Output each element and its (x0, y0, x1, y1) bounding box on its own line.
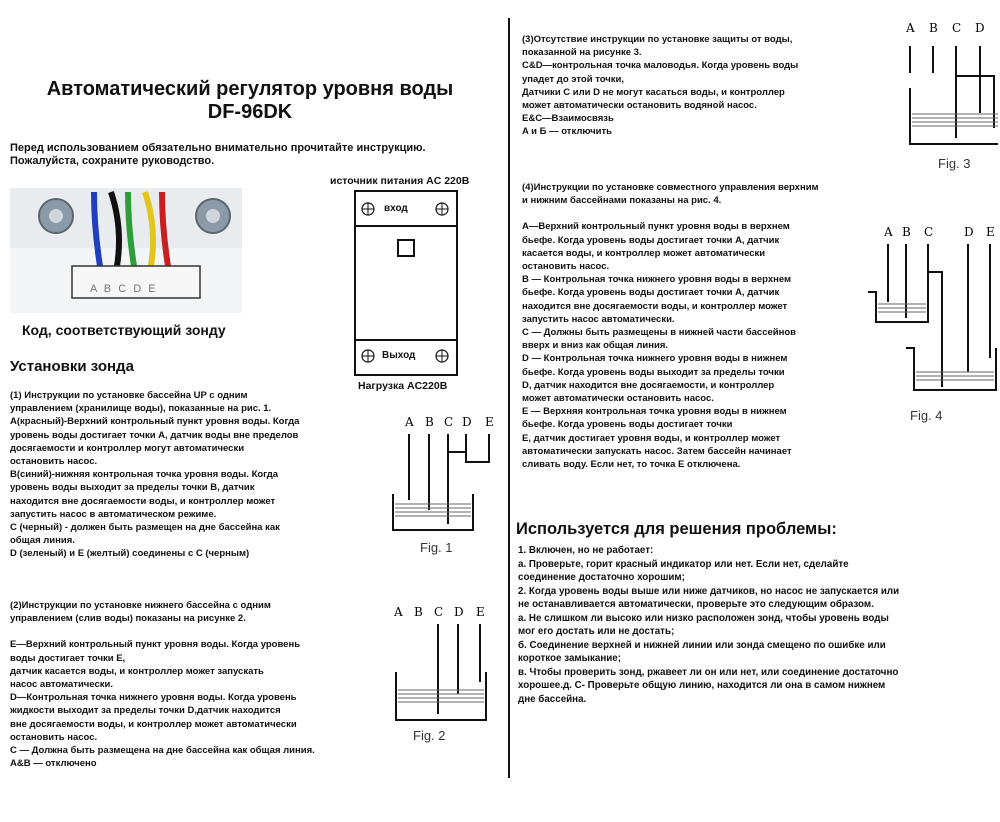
section-4-line: остановить насос. (522, 261, 610, 273)
troubleshooting-heading: Используется для решения проблемы: (516, 520, 837, 538)
section-1-line: B(синий)-нижняя контрольная точка уровня воды. Когда (10, 469, 279, 481)
section-4-line: бьефе. Когда уровень воды достигает точки A, датчик (522, 234, 780, 246)
section-3-line: показанной на рисунке 3. (522, 47, 642, 59)
column-divider (508, 18, 510, 778)
troubleshooting-line: в. Чтобы проверить зонд, ржавеет ли он или нет, или соединение достаточно (518, 666, 899, 678)
section-1-line: A(красный)-Верхний контрольный пункт уровня воды. Когда (10, 416, 300, 428)
section-1-text (10, 390, 390, 562)
section-4-line: (4)Инструкции по установке совместного управления верхним (522, 182, 819, 193)
section-2-line: E—Верхний контрольный пункт уровня воды. Когда уровень (10, 639, 301, 651)
section-4-line: и нижним бассейнами показаны на рис. 4. (522, 195, 722, 207)
troubleshooting-line: б. Соединение верхней и нижней линии или зонда смещено по ошибке или (518, 639, 886, 651)
input-label: вход (384, 203, 408, 214)
load-label: Нагрузка AC220В (358, 380, 448, 392)
section-2-line (10, 626, 395, 637)
section-4-line: A—Верхний контрольный пункт уровня воды в верхнем (522, 221, 790, 233)
section-2-line: жидкости выходит за пределы точки D,датчик находится (10, 705, 281, 717)
section-4-line: B — Контрольная точка нижнего уровня воды в верхнем (522, 274, 792, 286)
section-4-line: бьефе. Когда уровень воды достигает точки (522, 419, 733, 431)
fig2-letter-d: D (454, 605, 464, 619)
section-2-line: насос автоматически. (10, 679, 113, 691)
figure-2 (388, 602, 503, 747)
fig2-letter-c: C (434, 605, 444, 619)
terminal-letters (90, 283, 158, 295)
fig1-letter-c: C (444, 415, 454, 429)
section-4-line: автоматически запускать насос. Затем бассейн начинает (522, 445, 792, 457)
section-4-line: E — Верхняя контрольная точка уровня воды в нижнем (522, 406, 787, 418)
section-4-line (522, 208, 862, 219)
section-1-line: общая линия. (10, 535, 75, 547)
fig4-letter-a: A (884, 225, 893, 239)
fig2-letter-a: A (394, 605, 403, 619)
section-2-line: C — Должна быть размещена на дне бассейна как общая линия. (10, 745, 315, 757)
fig1-letter-e: E (485, 415, 494, 429)
title-line-2: DF-96DK (207, 101, 293, 123)
section-3-line: (3)Отсутствие инструкции по установке защиты от воды, (522, 34, 793, 45)
figure-4 (866, 222, 1000, 432)
fig1-letter-b: B (425, 415, 434, 429)
fig3-letter-a: A (906, 21, 915, 35)
section-4-text (522, 182, 862, 472)
section-1-line: C (черный) - должен быть размещен на дне бассейна как (10, 522, 280, 534)
terminal-letter-b: B (103, 283, 114, 295)
section-1-line: уровень воды достигает точки A, датчик воды вне пределов (10, 429, 299, 441)
section-3-line: C&D—контрольная точка маловодья. Когда уровень воды (522, 60, 799, 72)
figure-3-label: Fig. 3 (938, 156, 971, 171)
figure-2-label: Fig. 2 (413, 728, 446, 743)
device-caption: Код, соответствующий зонду (22, 322, 226, 338)
power-module-diagram (354, 190, 458, 376)
section-4-line: E, датчик достигает уровня воды, и контроллер может (522, 432, 781, 444)
fig2-letter-e: E (476, 605, 485, 619)
section-4-line: вверх и вниз как общая линия. (522, 340, 669, 352)
troubleshooting-line: 1. Включен, но не работает: (518, 545, 654, 556)
section-3-line: Датчики C или D не могут касаться воды, и контроллер (522, 86, 785, 98)
section-1-line: уровень воды выходит за пределы точки B, датчик (10, 482, 255, 494)
section-4-line: может автоматически остановить насос. (522, 393, 714, 405)
section-2-line: воды достигает точки E, (10, 652, 126, 664)
troubleshooting-line: a. Не слишком ли высоко или низко расположен зонд, чтобы уровень воды (518, 612, 889, 624)
figure-1-diagram (385, 412, 500, 537)
plus-circle-icon (362, 203, 374, 215)
section-4-line: бьефе. Когда уровень воды достигает точки A, датчик (522, 287, 780, 299)
fig2-letter-b: B (414, 605, 423, 619)
troubleshooting-line: короткое замыкание; (518, 653, 622, 664)
section-1-line: остановить насос. (10, 456, 98, 468)
fig4-letter-b: B (902, 225, 911, 239)
terminal-letter-c: C (118, 283, 129, 295)
section-1-line: управлением (хранилище воды), показанные на рис. 1. (10, 403, 272, 415)
terminal-letter-d: D (133, 283, 144, 295)
title-line-1: Автоматический регулятор уровня воды (46, 78, 454, 100)
troubleshooting-line: соединение достаточно хорошим; (518, 572, 685, 583)
plus-circle-icon (362, 350, 374, 362)
intro-line-1: Перед использованием обязательно внимательно прочитайте инструкцию. (10, 142, 426, 154)
section-4-line: запустить насос автоматически. (522, 313, 675, 325)
intro-text (10, 142, 500, 168)
section-4-line: D, датчик находится вне досягаемости, и контроллер (522, 379, 775, 391)
figure-1-label: Fig. 1 (420, 540, 453, 555)
output-label: Выход (382, 350, 416, 361)
section-2-text (10, 600, 395, 771)
figure-2-diagram (388, 602, 503, 727)
troubleshooting-line: 2. Когда уровень воды выше или ниже датчиков, но насос не запускается или (518, 585, 900, 597)
section-1-line: запустить насос в автоматическом режиме. (10, 508, 217, 520)
section-3-line: E&C—Взаимосвязь (522, 113, 614, 125)
section-2-line: управлением (слив воды) показаны на рисунке 2. (10, 613, 246, 625)
fig1-letter-d: D (462, 415, 472, 429)
power-source-label: источник питания AC 220В (330, 175, 470, 187)
section-2-line: (2)Инструкции по установке нижнего бассейна с одним (10, 600, 271, 611)
fig4-letter-c: C (924, 225, 934, 239)
fig3-letter-d: D (975, 21, 985, 35)
section-4-line: находится вне досягаемости воды, и контроллер может (522, 300, 788, 312)
section-4-line: касается воды, и контроллер может автоматически (522, 247, 766, 259)
troubleshooting-line: мог его достать или не достать; (518, 626, 675, 637)
section-2-line: остановить насос. (10, 731, 98, 743)
figure-4-diagram (866, 222, 1000, 397)
terminal-letter-a: A (90, 283, 99, 295)
section-2-line: D—Контрольная точка нижнего уровня воды. Когда уровень (10, 692, 297, 704)
section-2-line: A&B — отключено (10, 758, 97, 770)
fig1-letter-a: A (405, 415, 414, 429)
fig4-letter-e: E (986, 225, 995, 239)
document-title (30, 78, 470, 124)
terminal-letter-e: E (148, 283, 158, 295)
troubleshooting-line: хорошее.д. C- Проверьте общую линию, находится ли она в самом нижнем (518, 680, 886, 691)
section-4-line: D — Контрольная точка нижнего уровня воды в нижнем (522, 353, 788, 365)
fig3-letter-c: C (952, 21, 962, 35)
section-3-line: A и Б — отключить (522, 126, 612, 138)
probe-settings-heading: Установки зонда (10, 358, 134, 375)
section-4-line: бьефе. Когда уровень воды выходит за пределы точки (522, 366, 785, 378)
section-1-line: D (зеленый) и E (желтый) соединены с C (черным) (10, 548, 250, 560)
section-3-line: упадет до этой точки, (522, 73, 625, 85)
plus-circle-icon (436, 203, 448, 215)
figure-4-label: Fig. 4 (910, 408, 943, 423)
troubleshooting-line: дне бассейна. (518, 693, 587, 705)
figure-3 (900, 18, 1000, 178)
section-2-line: вне досягаемости воды, и контроллер может автоматически (10, 718, 297, 730)
section-1-line: досягаемости и контроллер могут автоматически (10, 442, 245, 454)
section-3-text (522, 34, 902, 140)
troubleshooting-text (518, 545, 988, 707)
section-4-line: сливать воду. Если нет, то точка E отключена. (522, 459, 741, 471)
device-photo (10, 188, 242, 313)
figure-3-diagram (900, 18, 1000, 153)
power-module-graphic (354, 190, 458, 376)
section-4-line: C — Должны быть размещены в нижней части бассейнов (522, 327, 796, 339)
troubleshooting-line: не останавливается автоматически, проверьте это следующим образом. (518, 599, 874, 610)
section-2-line: датчик касается воды, и контроллер может запускать (10, 665, 264, 677)
section-1-line: (1) Инструкции по установке бассейна UP с одним (10, 390, 248, 401)
plus-circle-icon (436, 350, 448, 362)
fig4-letter-d: D (964, 225, 974, 239)
troubleshooting-line: a. Проверьте, горит красный индикатор или нет. Если нет, сделайте (518, 558, 849, 570)
intro-line-2: Пожалуйста, сохраните руководство. (10, 155, 215, 167)
section-1-line: находится вне досягаемости воды, и контроллер может (10, 495, 276, 507)
figure-1 (385, 412, 500, 562)
fig3-letter-b: B (929, 21, 938, 35)
section-3-line: может автоматически остановить водяной насос. (522, 100, 757, 112)
